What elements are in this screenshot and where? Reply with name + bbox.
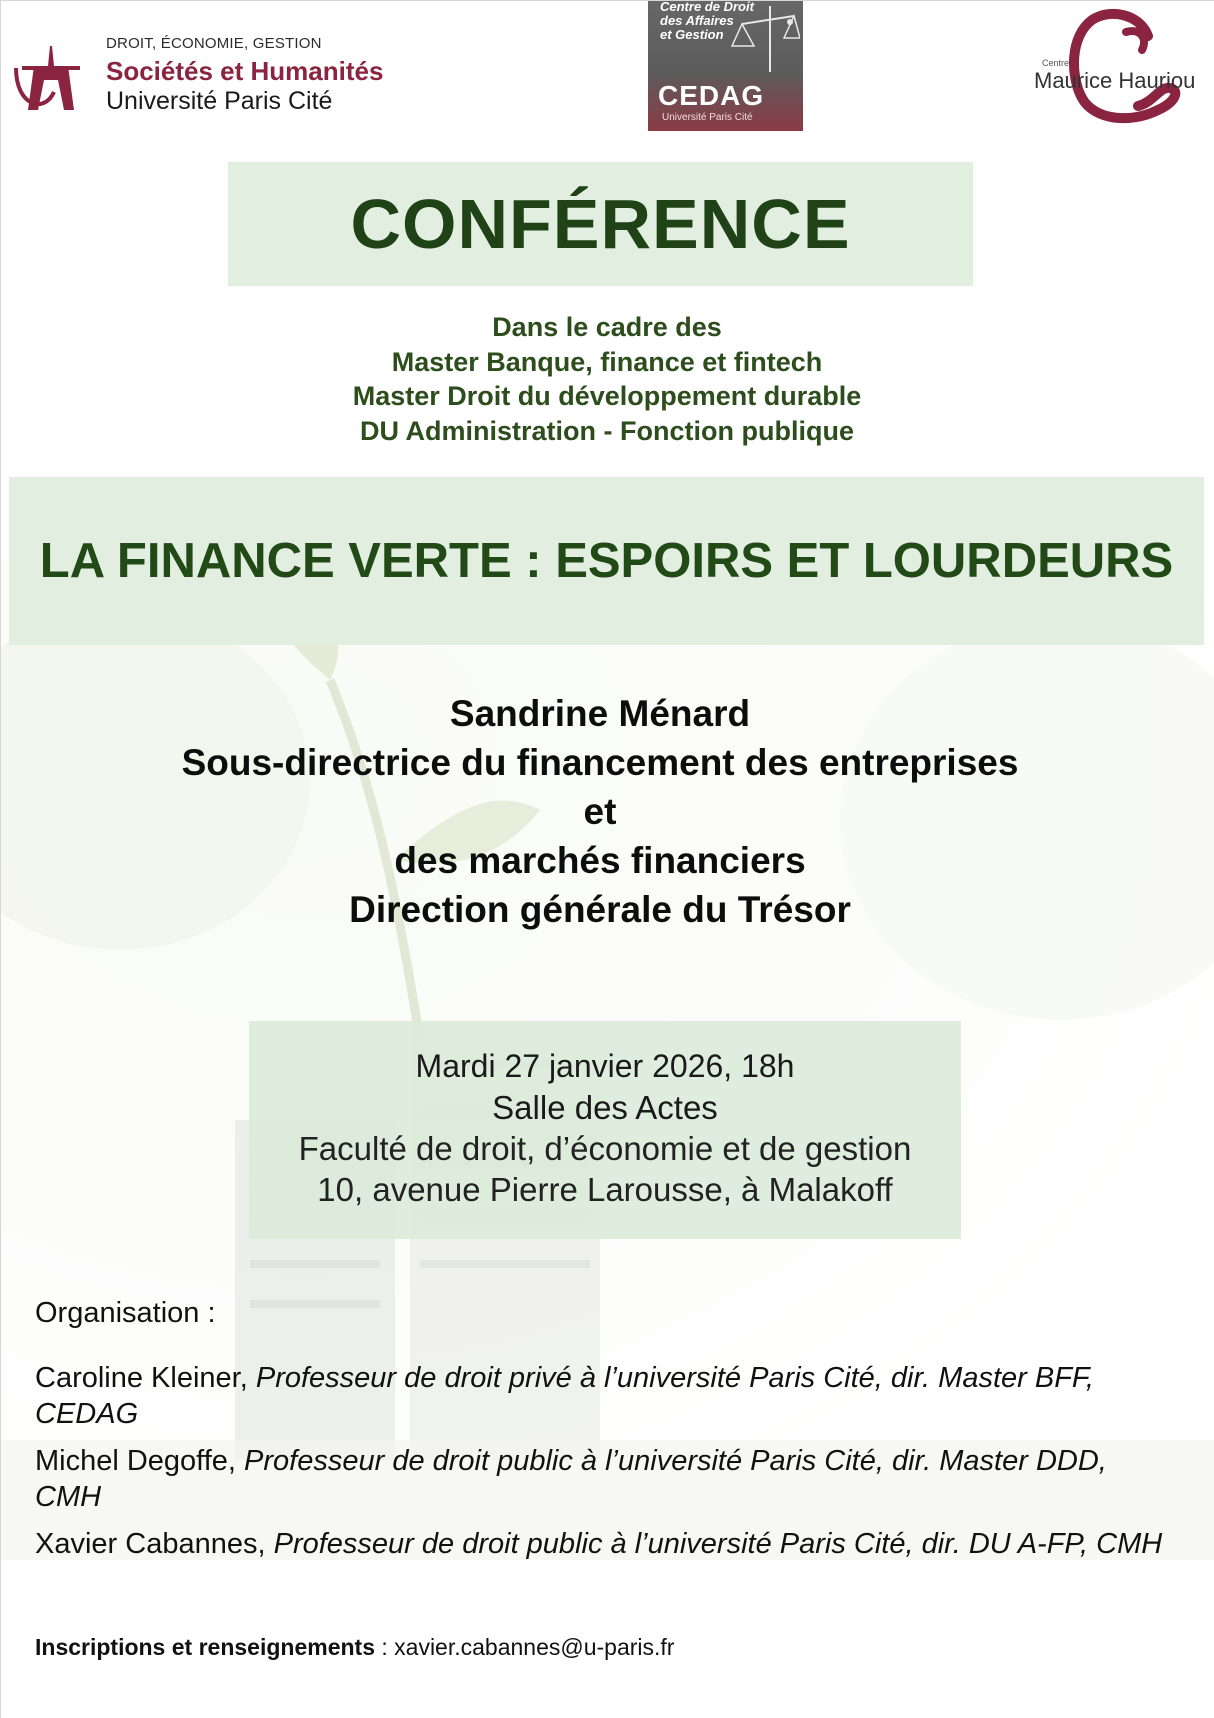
speaker-role-line: Sous-directrice du financement des entreprises: [181, 742, 1019, 783]
cedag-subtitle: Centre de Droit des Affaires et Gestion: [660, 0, 754, 42]
organiser-name: Caroline Kleiner: [35, 1362, 240, 1394]
registration-contact: [35, 1634, 674, 1661]
organiser-entry: [35, 1443, 1165, 1515]
contact-separator: :: [374, 1634, 395, 1660]
cedag-logo: [648, 0, 803, 131]
speaker-role-line: Direction générale du Trésor: [349, 889, 851, 930]
logo-university-line: Université Paris Cité: [106, 87, 333, 115]
title-banner: [228, 162, 973, 286]
cedag-university: Université Paris Cité: [662, 112, 753, 123]
maurice-hauriou-logo: [1030, 6, 1210, 126]
cedag-name: CEDAG: [658, 80, 765, 111]
logo-department-line: Sociétés et Humanités: [106, 56, 384, 86]
organiser-role: Professeur de droit public à l’université Paris Cité, dir. Master DDD, CMH: [35, 1445, 1107, 1513]
programme-item: Master Banque, finance et fintech: [391, 346, 823, 377]
universite-paris-cite-logo: [14, 32, 414, 122]
event-room: Salle des Actes: [492, 1089, 718, 1126]
page-title: CONFÉRENCE: [350, 185, 851, 263]
contact-label: Inscriptions et renseignements: [35, 1634, 375, 1660]
organiser-entry: [35, 1526, 1165, 1562]
organiser-separator: ,: [227, 1445, 245, 1477]
programme-item: DU Administration - Fonction publique: [360, 415, 854, 446]
conference-theme: LA FINANCE VERTE : ESPOIRS ET LOURDEURS: [39, 534, 1174, 588]
organiser-entry: [35, 1360, 1165, 1432]
mh-small-label: Centre: [1042, 58, 1070, 68]
event-date: Mardi 27 janvier 2026, 18h: [415, 1048, 795, 1084]
eiffel-arch-icon: [14, 44, 84, 114]
programme-list: [0, 310, 1214, 448]
event-address: 10, avenue Pierre Larousse, à Malakoff: [317, 1171, 893, 1208]
logo-faculty-line: DROIT, ÉCONOMIE, GESTION: [106, 35, 322, 52]
programme-intro: Dans le cadre des: [492, 312, 722, 342]
organiser-separator: ,: [257, 1528, 274, 1560]
theme-banner: [9, 477, 1204, 645]
speaker-role-line: des marchés financiers: [394, 840, 806, 881]
contact-email[interactable]: xavier.cabannes@u-paris.fr: [394, 1634, 675, 1660]
programme-item: Master Droit du développement durable: [352, 381, 862, 411]
mh-name: Maurice Hauriou: [1034, 68, 1196, 93]
organiser-name: Michel Degoffe: [35, 1445, 228, 1477]
event-place: Faculté de droit, d’économie et de gestion: [298, 1130, 912, 1167]
event-details: [249, 1021, 961, 1239]
organiser-separator: ,: [239, 1362, 256, 1394]
organisation-heading: Organisation :: [35, 1297, 216, 1329]
organiser-role: Professeur de droit privé à l’université Paris Cité, dir. Master BFF, CEDAG: [35, 1362, 1094, 1430]
speaker-role-line: et: [583, 791, 617, 832]
organiser-name: Xavier Cabannes: [35, 1528, 258, 1560]
speaker-block: [0, 689, 1200, 934]
organiser-role: Professeur de droit public à l’université Paris Cité, dir. DU A-FP, CMH: [273, 1528, 1163, 1560]
speaker-name: Sandrine Ménard: [449, 693, 751, 734]
